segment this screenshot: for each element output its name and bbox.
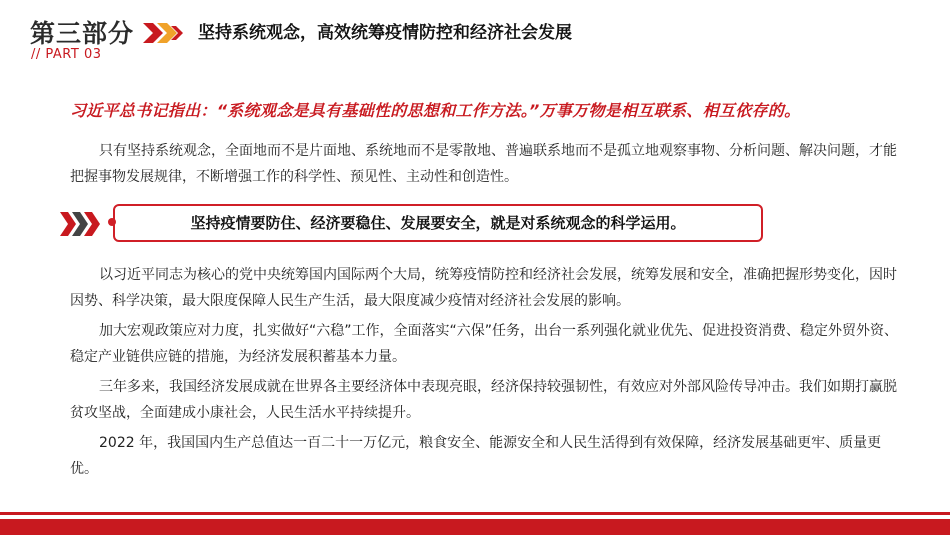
section-part-label: // PART 03 — [31, 47, 102, 62]
paragraph-3: 加大宏观政策应对力度，扎实做好“六稳”工作，全面落实“六保”任务，出台一系列强化就业优先、促进投资消费、稳定外贸外资、稳定产业链供应链的措施，为经济发展积蓄基本力量。 — [70, 323, 899, 365]
quote-text: 习近平总书记指出：“系统观念是具有基础性的思想和工作方法。”万事万物是相互联系、相互依存的。 — [70, 101, 801, 120]
banner-text: 坚持疫情要防住、经济要稳住、发展要安全，就是对系统观念的科学运用。 — [190, 214, 686, 232]
paragraph-5: 2022 年，我国国内生产总值达一百二十一万亿元，粮食安全、能源安全和人民生活得到有效保障，经济发展基础更牢、质量更优。 — [70, 435, 882, 477]
footer-bar — [0, 519, 950, 535]
footer-line — [0, 512, 950, 515]
section-title: 第三部分 — [30, 19, 135, 48]
paragraph-4: 三年多来，我国经济发展成就在世界各主要经济体中表现亮眼，经济保持较强韧性，有效应对外部风险传导冲击。我们如期打赢脱贫攻坚战，全面建成小康社会，人民生活水平持续提升。 — [70, 379, 897, 421]
banner-chevron-icon — [60, 210, 100, 238]
header-chevron-icon — [143, 21, 185, 45]
paragraph-1: 只有坚持系统观念，全面地而不是片面地、系统地而不是零散地、普遍联系地而不是孤立地观察事物、分析问题、解决问题，才能把握事物发展规律，不断增强工作的科学性、预见性、主动性和创造性。 — [70, 143, 897, 185]
paragraph-2: 以习近平同志为核心的党中央统筹国内国际两个大局，统筹疫情防控和经济社会发展，统筹发展和安全，准确把握形势变化，因时因势、科学决策，最大限度保障人民生产生活，最大限度减少疫情对经济社会发展的影响。 — [70, 267, 897, 309]
page-title: 坚持系统观念，高效统筹疫情防控和经济社会发展 — [198, 23, 572, 43]
